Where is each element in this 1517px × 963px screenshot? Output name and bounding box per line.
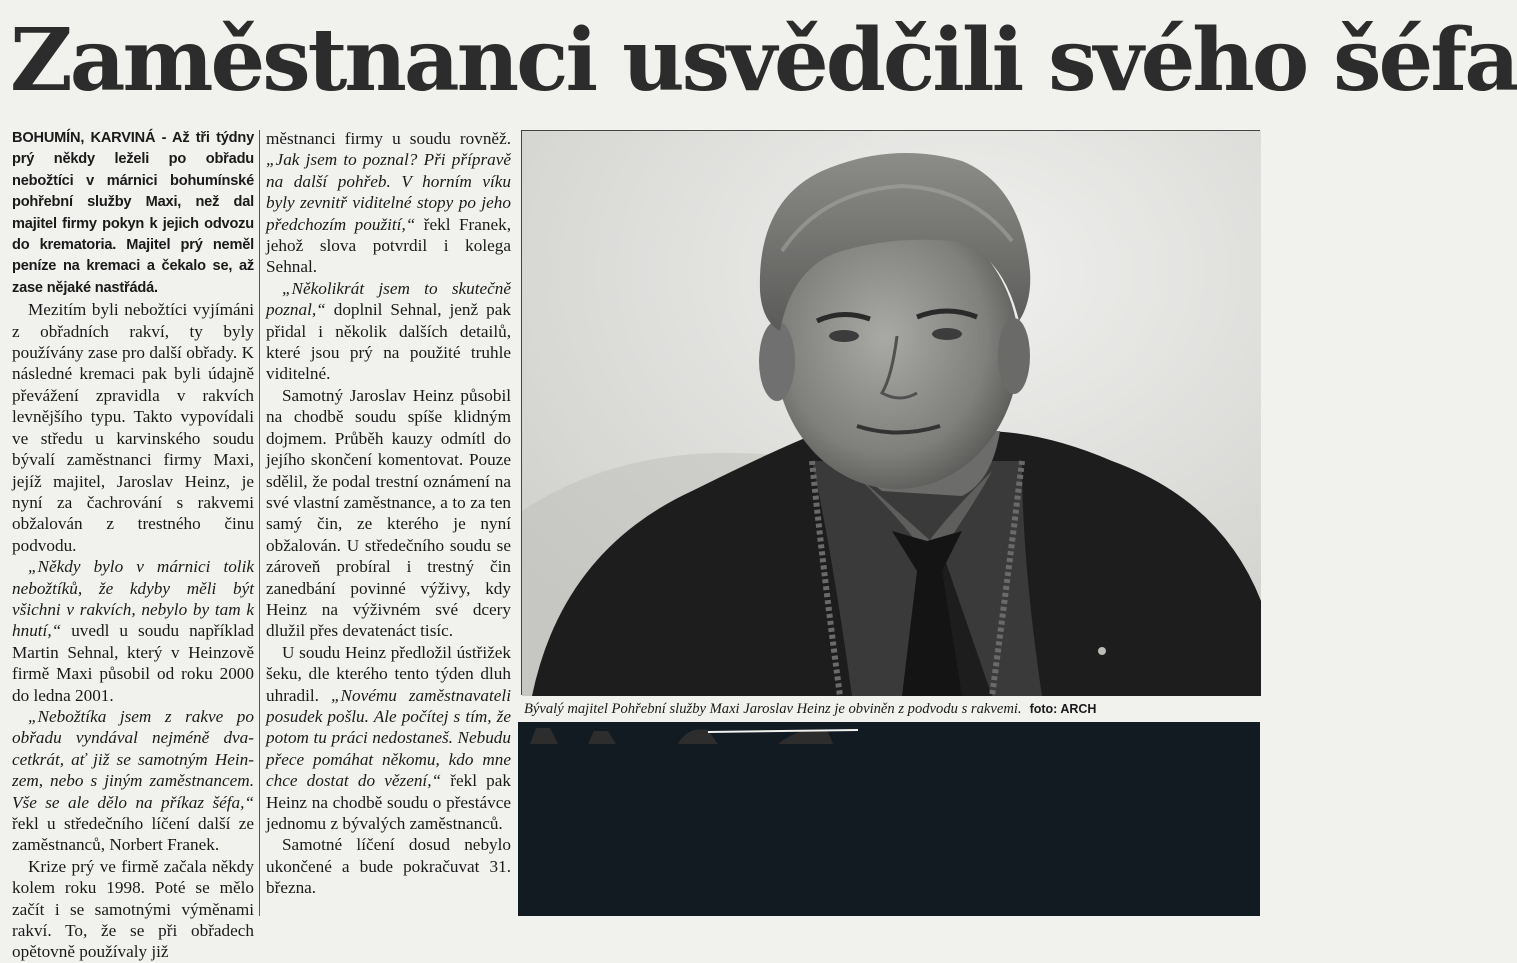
quote: „Několikrát jsem to skutečně poznal,“ [266, 278, 511, 320]
body-paragraph [12, 556, 254, 706]
photo-caption [524, 698, 1260, 720]
quote-attribution: řekl u středečního líčení další ze zaměstnanců, Norbert Franek. [12, 814, 254, 855]
body-paragraph: Samotné líčení dosud nebylo ukončené a bude pokračuvat 31. března. [266, 835, 511, 898]
body-paragraph: Samotný Jaroslav Heinz působil na chodbě soudu spíše klidným dojmem. Průběh kauzy odmítl do jejího skončení komentovat. Pouze sdělil, že podal trestní oznámení na své vlastní zaměstnance, a to za ten samý čin, ze kterého je nyní obžalován. U středečního soudu se zároveň probíral i trestný čin zanedbání povinné výživy, kdy Heinz na výživném své dcery dlužil přes devatenáct tisíc. [266, 385, 511, 641]
body-paragraph: Krize prý ve firmě začala někdy kolem roku 1998. Poté se mělo začít i se samotnými výměnami rakví. To, že se při obřadech opětovně používaly již [12, 856, 254, 962]
body-text: U soudu Heinz předložil ústřižek šeku, dle kterého tento týden dluh uhradil. [266, 642, 511, 705]
quote: „Někdy bylo v márnici tolik nebožtíků, že kdyby měli být všichni v rakvích, nebylo by tam k hnutí,“ [12, 557, 254, 641]
quote: „Jak jsem to poznal? Při přípravě na další pohřeb. V horním víku byly zevnitř viditelné stopy po jeho předchozím použití,“ [266, 150, 511, 234]
caption-text: Bývalý majitel Pohřební služby Maxi Jaroslav Heinz je obviněn z podvodu s rakvemi. [524, 701, 1022, 717]
column-divider [259, 130, 260, 916]
quote-attribution: řekl Franek, jehož slova potvrdil i kolega Sehnal. [266, 214, 511, 277]
quote: „Nebožtíka jsem z rakve po obřadu vyndával nejméně dvacetkrát, ať již se samotným Heinzem, nebo s jiným zaměstnancem. Vše se ale dělo na příkaz šéfa,“ [12, 706, 254, 812]
redaction-block [518, 722, 1260, 916]
portrait-photo [521, 130, 1260, 695]
lead-paragraph: BOHUMÍN, KARVINÁ - Až tři týdny prý někdy leželi po obřadu nebožtíci v márnici bohumínské pohřební služby Maxi, než dal majitel firmy pokyn k jejich odvozu do krematoria. Majitel prý neměl peníze na kremaci a čekalo se, až zase nějaké nastřádá. [12, 130, 254, 296]
photo-credit: foto: ARCH [1029, 702, 1097, 716]
quote-attribution: řekl pak Heinz na chodbě soudu o přestávce jednomu z bývalých zaměstnanců. [266, 771, 511, 833]
cut-off-headline-fragment [528, 722, 948, 744]
quote-attribution: uvedl u soudu například Martin Sehnal, který v Heinzově firmě Maxi působil od roku 2000 do ledna 2001. [12, 621, 254, 705]
body-paragraph [266, 642, 511, 835]
quote: „Novému zaměstnavateli posudek pošlu. Ale počítej s tím, že potom tu práci nedostaneš. Nebudu přece pomáhat někomu, kdo mne chce dostat do vězení,“ [266, 685, 511, 791]
body-paragraph [266, 128, 511, 278]
article-column-2 [266, 128, 511, 916]
body-paragraph: Mezitím byli nebožtíci vyjímáni z obřadních rakví, ty byly používány zase pro další obřady. K následné kremaci pak byli údajně převážení zpravidla v rakvích levnějšího typu. Takto vypovídali ve středu u karvinského soudu bývalí zaměstnanci firmy Maxi, jejíž majitel, Jaroslav Heinz, je nyní za čachrování s rakvemi obžalován z trestného činu podvodu. [12, 300, 254, 555]
portrait-illustration [522, 131, 1261, 696]
body-paragraph [266, 278, 511, 385]
body-paragraph [12, 706, 254, 856]
quote-attribution: doplnil Sehnal, jenž pak přidal i několik dalších detailů, které jsou prý na použité truhle viditelné. [266, 300, 511, 384]
headline: Zaměstnanci usvědčili svého šéfa [10, 10, 1517, 111]
article-column-1 [12, 128, 254, 962]
body-text: městnanci firmy u soudu rovněž. [266, 129, 511, 148]
